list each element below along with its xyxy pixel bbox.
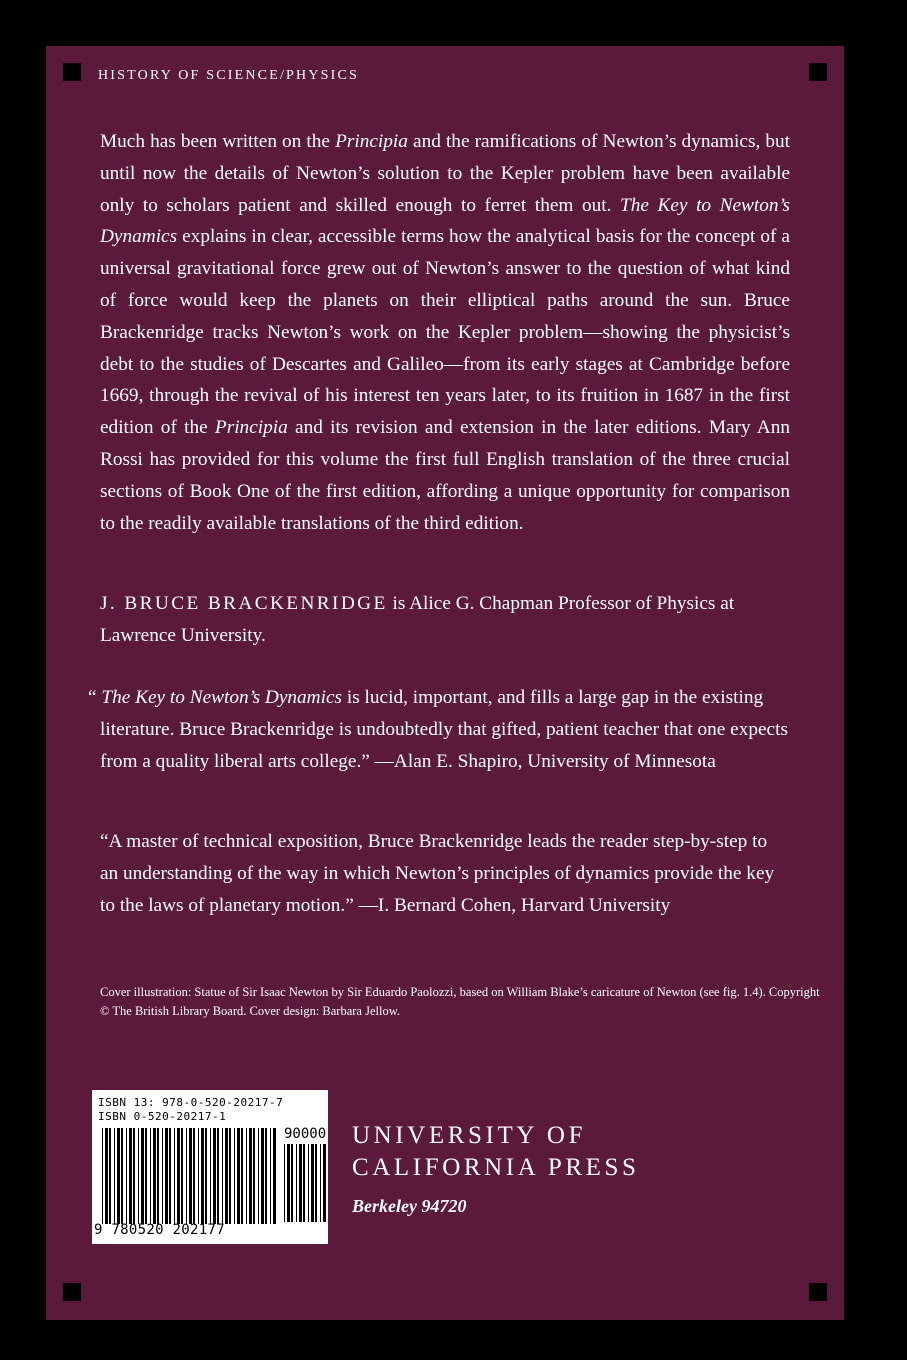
author-bio: [100, 588, 790, 652]
description-block: [100, 126, 790, 539]
quote-text: [100, 826, 790, 921]
barcode-bar: [117, 1128, 120, 1224]
barcode-bar: [311, 1144, 314, 1222]
text-run: “A master of technical exposition, Bruce Brackenridge leads the reader step-by-step to an understanding of the way in which Newton’s principles of dynamics provide the key to the laws of planetary motion.” —I. Bernard Cohen, Harvard University: [100, 831, 775, 916]
barcode-bar: [150, 1128, 151, 1224]
barcode-bar: [121, 1128, 123, 1224]
barcode-bar: [222, 1128, 223, 1224]
barcode-bar: [198, 1128, 199, 1224]
publisher-city: Berkeley 94720: [352, 1196, 467, 1216]
corner-mark-top-left: [63, 63, 81, 81]
barcode-bar: [102, 1128, 103, 1224]
barcode-bar: [265, 1128, 267, 1224]
barcode-bar: [141, 1128, 144, 1224]
barcode-bar: [126, 1128, 127, 1224]
barcode-bar: [109, 1128, 111, 1224]
text-run: and its revision and extension in the later editions. Mary Ann Rossi has provided for this volume the first full English translation of the three crucial sections of Book One of the first edition, affording a unique opportunity for comparison to the readily available translations of the third edition.: [100, 417, 790, 534]
text-run: is lucid, important, and fills a large gap in the existing literature. Bruce Brackenridge is undoubtedly that gifted, patient teacher that one expects from a quality liberal arts college.” —Alan E. Shapiro, University of Minnesota: [100, 687, 788, 772]
isbn-13-label: ISBN 13: 978-0-520-20217-7: [98, 1096, 284, 1109]
barcode-bar: [270, 1128, 271, 1224]
barcode-bar: [210, 1128, 211, 1224]
barcode-bar: [129, 1128, 132, 1224]
quote-text: [88, 682, 790, 777]
text-run: “: [88, 687, 102, 708]
barcode-bar: [296, 1144, 297, 1222]
corner-mark-bottom-left: [63, 1283, 81, 1301]
barcode-bar: [229, 1128, 231, 1224]
barcode-bar: [315, 1144, 317, 1222]
barcode-bar: [189, 1128, 192, 1224]
barcode-bar: [291, 1144, 293, 1222]
price-code: 90000: [284, 1126, 327, 1142]
barcode-bar: [249, 1128, 252, 1224]
barcode-bar: [169, 1128, 171, 1224]
barcode-bar: [246, 1128, 247, 1224]
barcode-bar: [193, 1128, 195, 1224]
review-quote-cohen: [100, 826, 790, 921]
barcode-bar: [299, 1144, 302, 1222]
barcode-bar: [114, 1128, 115, 1224]
italic-title: Principia: [214, 417, 288, 439]
author-name: J. BRUCE BRACKENRIDGE: [100, 593, 388, 614]
barcode-bar: [181, 1128, 183, 1224]
category-label: HISTORY OF SCIENCE/PHYSICS: [98, 68, 360, 83]
barcode-bar: [273, 1128, 276, 1224]
barcode-bar: [258, 1128, 259, 1224]
description-paragraph: [100, 126, 790, 539]
barcode-bar: [237, 1128, 240, 1224]
text-run: explains in clear, accessible terms how the analytical basis for the concept of a universal gravitational force grew out of Newton’s answer to the question of what kind of force would keep the planets on their elliptical paths around the sun. Bruce Brackenridge tracks Newton’s work on the Kepler problem—showing the physicist’s debt to the studies of Descartes and Galileo—from its early stages at Cambridge before 1669, through the revival of his interest ten years later, to its fruition in 1687 in the first edition of the: [100, 226, 790, 439]
barcode-bar: [284, 1144, 285, 1222]
barcode-bar: [153, 1128, 156, 1224]
barcode-bar: [105, 1128, 108, 1224]
review-quote-shapiro: [88, 682, 790, 777]
barcode-bar: [201, 1128, 204, 1224]
barcode-bar: [320, 1144, 321, 1222]
barcode-bar: [261, 1128, 264, 1224]
cover-panel: [46, 46, 844, 1320]
barcode-bar: [308, 1144, 309, 1222]
barcode-bar: [145, 1128, 147, 1224]
barcode-bars-icon: [102, 1128, 278, 1224]
barcode-bar: [234, 1128, 235, 1224]
corner-mark-top-right: [809, 63, 827, 81]
text-run: Much has been written on the: [100, 131, 336, 152]
barcode-bar: [225, 1128, 228, 1224]
barcode-bar: [138, 1128, 139, 1224]
barcode-bar: [287, 1144, 290, 1222]
barcode-bar: [133, 1128, 135, 1224]
barcode-bar: [174, 1128, 175, 1224]
publisher-name: [352, 1120, 640, 1184]
addon-barcode-bars-icon: [284, 1144, 326, 1222]
barcode-bar: [253, 1128, 255, 1224]
italic-title: The Key to Newton’s Dynamics: [101, 687, 343, 708]
publisher-line-1: UNIVERSITY OF: [352, 1122, 587, 1149]
barcode-bar: [165, 1128, 168, 1224]
isbn-barcode: [92, 1090, 328, 1244]
barcode-bar: [157, 1128, 159, 1224]
publisher-line-2: CALIFORNIA PRESS: [352, 1154, 640, 1181]
barcode-bar: [186, 1128, 187, 1224]
corner-mark-bottom-right: [809, 1283, 827, 1301]
barcode-bar: [205, 1128, 207, 1224]
barcode-bar: [213, 1128, 216, 1224]
cover-credit: Cover illustration: Statue of Sir Isaac Newton by Sir Eduardo Paolozzi, based on William Blake’s caricature of Newton (see fig. 1.4). Copyright © The British Library Board. Cover design: Barbara Jellow.: [100, 985, 820, 1018]
italic-title: The Key to Newton’s Dynamics: [100, 194, 790, 248]
italic-title: Principia: [335, 131, 408, 152]
barcode-bar: [177, 1128, 180, 1224]
barcode-bar: [323, 1144, 326, 1222]
barcode-number: 9 780520 202177: [94, 1222, 225, 1238]
barcode-bar: [303, 1144, 305, 1222]
isbn-10-label: ISBN 0-520-20217-1: [98, 1110, 227, 1123]
text-run: and the ramifications of Newton’s dynamics, but until now the details of Newton’s solution to the Kepler problem have been available only to scholars patient and skilled enough to ferret them out.: [100, 131, 790, 216]
barcode-bar: [241, 1128, 243, 1224]
barcode-bar: [217, 1128, 219, 1224]
author-bio-text: is Alice G. Chapman Professor of Physics at Lawrence University.: [100, 593, 735, 646]
barcode-bar: [162, 1128, 163, 1224]
